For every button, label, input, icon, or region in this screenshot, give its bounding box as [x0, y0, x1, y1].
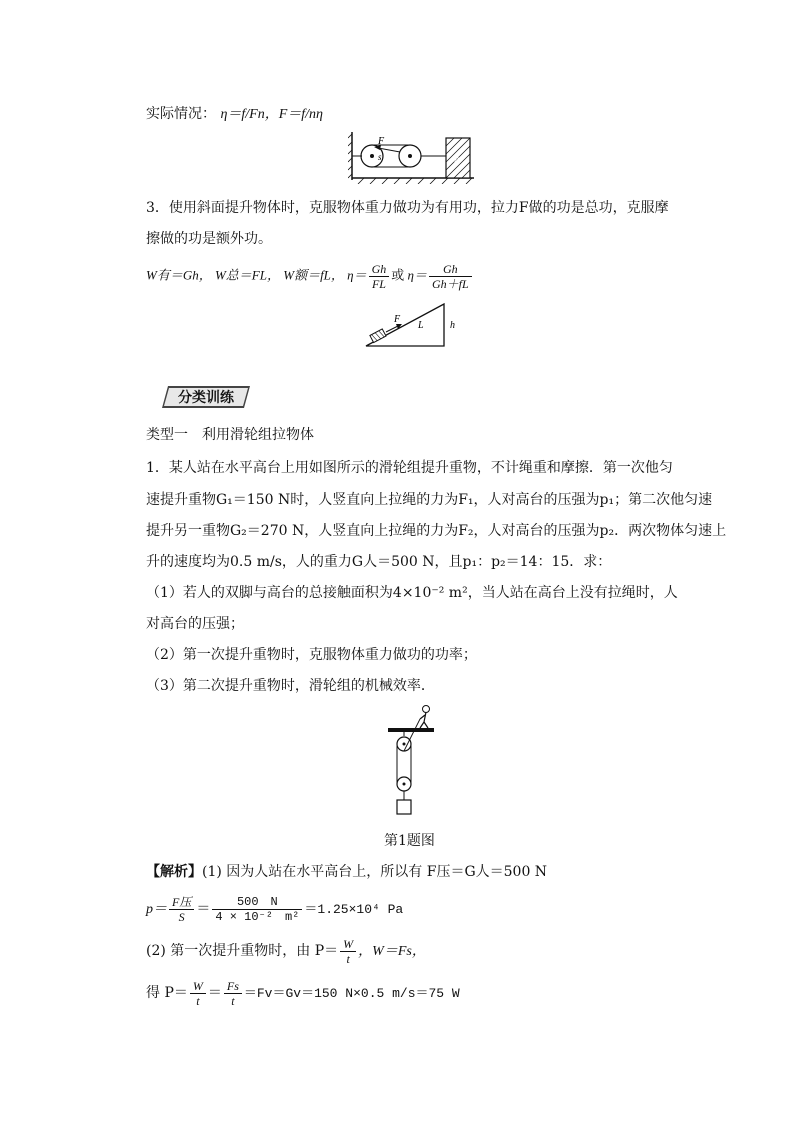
step3-fraction1 [190, 979, 206, 1008]
incline-formula-line [146, 262, 474, 291]
p-fraction [169, 895, 194, 924]
analysis-tag: 【解析】 [146, 864, 202, 880]
eta2-den: Gh＋fL [432, 277, 469, 291]
eta1-num: Gh [369, 262, 390, 277]
step2-fraction [340, 937, 356, 966]
step3-den1: t [196, 993, 200, 1008]
step3-num1: W [190, 979, 206, 994]
step3-eq: ＝ [207, 985, 222, 1001]
question1-line2: 对高台的压强； [146, 616, 244, 632]
p-den: S [178, 909, 185, 924]
figure-caption: 第1题图 [384, 833, 435, 849]
step3-fraction2 [224, 979, 242, 1008]
w-useful: W有＝Gh， [146, 267, 212, 283]
step3-end: ＝Fv＝Gv＝150 N×0.5 m/s＝75 W [243, 986, 460, 1001]
problem-line1: 1．某人站在水平高台上用如图所示的滑轮组提升重物，不计绳重和摩擦．第一次他匀 [146, 460, 673, 476]
p-num: F压 [169, 895, 194, 910]
intro-line [146, 104, 323, 125]
point3-line1: 3．使用斜面提升物体时，克服物体重力做功为有用功，拉力F做的功是总功，克服摩 [146, 200, 669, 216]
w-total: W总＝FL， [214, 267, 280, 283]
eta2-prefix: η＝ [407, 267, 427, 283]
step3-num2: Fs [224, 979, 242, 994]
or-word: 或 [391, 267, 405, 283]
analysis-step1: (1) 因为人站在水平高台上，所以有 F压＝G人＝500 N [202, 864, 548, 880]
fig1-label-s: s [378, 152, 382, 162]
question2: （2）第一次提升重物时，克服物体重力做功的功率； [146, 647, 477, 663]
category-heading: 类型一 利用滑轮组拉物体 [146, 427, 314, 443]
point3-line2: 擦做的功是额外功。 [146, 231, 272, 247]
analysis-step3-line [146, 978, 460, 1009]
problem-line4: 升的速度均为0.5 m/s，人的重力G人＝500 N，且p₁：p₂＝14：15．求： [146, 554, 612, 570]
pulley-system-figure [386, 700, 436, 820]
w-extra: W额＝fL， [283, 267, 344, 283]
eta2-num: Gh [429, 262, 472, 277]
p-result: ＝1.25×10⁴ Pa [304, 902, 404, 917]
step3-prefix: 得 P＝ [146, 985, 188, 1001]
intro-formula: η＝f/Fn，F＝f/nη [220, 107, 324, 122]
p-eq2: ＝ [196, 901, 211, 917]
eta1-fraction [369, 262, 390, 291]
step2-end: ，W＝Fs， [358, 944, 426, 959]
step2-num: W [340, 937, 356, 952]
eta2-fraction [429, 262, 472, 291]
fig2-label-F: F [394, 314, 401, 325]
eta1-den: FL [371, 277, 386, 291]
fig2-label-L: L [418, 320, 424, 331]
step2-den: t [346, 951, 350, 966]
p-fraction2 [212, 895, 302, 924]
step3-den2: t [231, 993, 235, 1008]
question3: （3）第二次提升重物时，滑轮组的机械效率． [146, 678, 435, 694]
analysis-pressure-line [146, 894, 403, 925]
fig1-label-A: A [454, 154, 461, 164]
problem-line2: 速提升重物G₁＝150 N时，人竖直向上拉绳的力为F₁，人对高台的压强为p₁；第二次他匀速 [146, 492, 713, 508]
question1-line1: （1）若人的双脚与高台的总接触面积为4×10⁻² m²，当人站在高台上没有拉绳时，人 [146, 585, 678, 601]
analysis-line1 [146, 862, 547, 882]
fig2-label-h: h [450, 320, 455, 331]
analysis-step2-line [146, 936, 426, 967]
problem-line3: 提升另一重物G₂＝270 N，人竖直向上拉绳的力为F₂，人对高台的压强为p₂．两次物体匀速上 [146, 523, 727, 539]
incline-figure [364, 300, 474, 350]
intro-label: 实际情况： [146, 106, 216, 122]
fig1-label-F: F [378, 136, 385, 147]
section-badge [160, 384, 252, 410]
pulley-block-figure [348, 132, 474, 184]
eta1-prefix: η＝ [347, 267, 367, 283]
p-eq: p＝ [146, 902, 167, 917]
section-badge-label: 分类训练 [178, 390, 234, 406]
p-den2: 4 × 10⁻² m² [215, 909, 300, 924]
p-num2: 500 N [212, 895, 302, 910]
step2-text: (2) 第一次提升重物时，由 P＝ [146, 943, 339, 959]
